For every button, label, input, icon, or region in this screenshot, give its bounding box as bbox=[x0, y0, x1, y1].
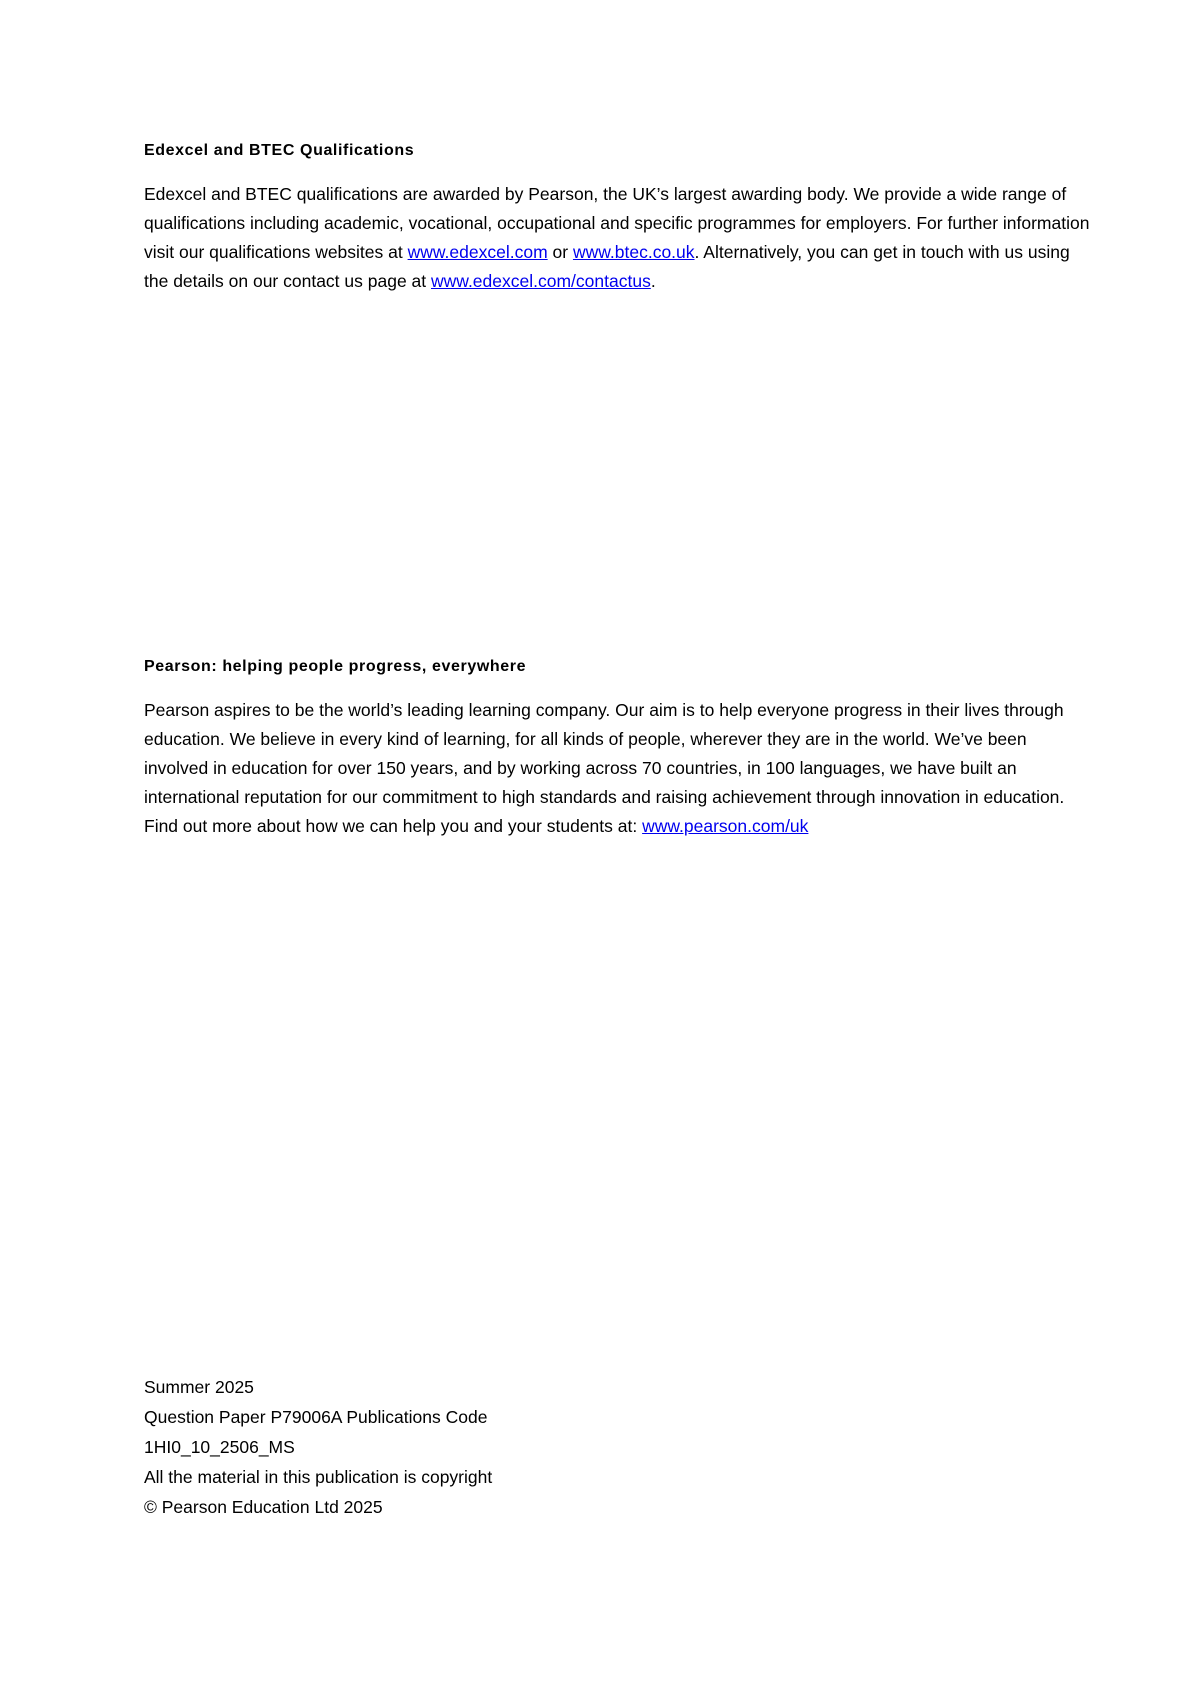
footer-publication-code: 1HI0_10_2506_MS bbox=[144, 1437, 295, 1457]
pearson-website-link[interactable]: www.pearson.com/uk bbox=[642, 816, 809, 836]
section-heading-pearson: Pearson: helping people progress, everywhere bbox=[144, 658, 527, 675]
section-body-pearson bbox=[144, 696, 1094, 841]
section-heading-edexcel-btec: Edexcel and BTEC Qualifications bbox=[144, 142, 415, 159]
btec-website-link[interactable]: www.btec.co.uk bbox=[572, 242, 695, 262]
footer-copyright-holder: © Pearson Education Ltd 2025 bbox=[144, 1497, 383, 1517]
edexcel-btec-section bbox=[144, 142, 1094, 296]
publication-footer bbox=[144, 1372, 744, 1522]
contact-us-link[interactable]: www.edexcel.com/contactus bbox=[431, 271, 651, 291]
edexcel-website-link[interactable]: www.edexcel.com bbox=[407, 242, 548, 262]
pearson-section bbox=[144, 658, 1094, 841]
footer-question-paper: Question Paper P79006A Publications Code bbox=[144, 1407, 488, 1427]
body-text: or bbox=[547, 242, 573, 262]
body-text: Edexcel and BTEC qualifications are awarded by Pearson, the UK’s largest awarding body. We provide a wide range of qualifications including academic, vocational, occupational and specific programmes for employers. For further information visit our qualifications websites at bbox=[144, 184, 1090, 262]
section-body-edexcel-btec bbox=[144, 180, 1094, 296]
footer-copyright-notice: All the material in this publication is copyright bbox=[144, 1467, 493, 1487]
body-text: . bbox=[650, 271, 656, 291]
body-text: Pearson aspires to be the world’s leading learning company. Our aim is to help everyone progress in their lives through education. We believe in every kind of learning, for all kinds of people, wherever they are in the world. We’ve been involved in education for over 150 years, and by working across 70 countries, in 100 languages, we have built an international reputation for our commitment to high standards and raising achievement through innovation in education. Find out more about how we can help you and your students at: bbox=[144, 700, 1065, 836]
footer-session: Summer 2025 bbox=[144, 1377, 254, 1397]
body-text: . Alternatively, you can get in touch with us using the details on our contact us page at bbox=[144, 242, 1070, 291]
